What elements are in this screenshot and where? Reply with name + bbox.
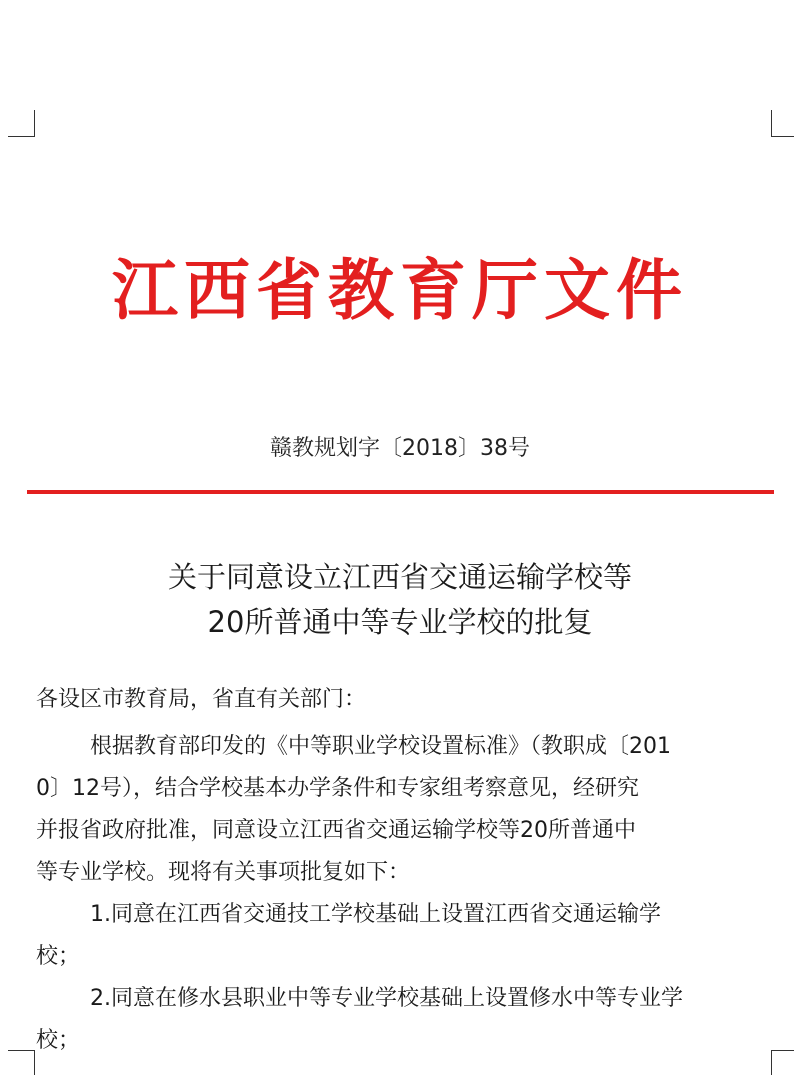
item-2-line-2: 校；: [36, 1028, 81, 1053]
masthead-divider: [27, 490, 774, 494]
crop-mark-top-left: [8, 110, 35, 137]
subject-heading-line-1: 关于同意设立江西省交通运输学校等: [167, 560, 632, 594]
item-2-line-1: 2.同意在修水县职业中等专业学校基础上设置修水中等专业学: [90, 986, 683, 1011]
crop-mark-bottom-right: [771, 1050, 794, 1075]
crop-mark-top-right: [771, 110, 794, 137]
subject-heading-line-2: 20所普通中等专业学校的批复: [207, 605, 593, 639]
item-1-line-2: 校；: [36, 944, 81, 969]
item-1-line-1: 1.同意在江西省交通技工学校基础上设置江西省交通运输学: [90, 902, 661, 927]
salutation: 各设区市教育局，省直有关部门：: [36, 687, 367, 712]
crop-mark-bottom-left: [8, 1050, 35, 1075]
paragraph-1-line-3: 并报省政府批准，同意设立江西省交通运输学校等20所普通中: [36, 818, 636, 843]
paragraph-1-line-4: 等专业学校。现将有关事项批复如下：: [36, 860, 411, 885]
paragraph-1-line-1: 根据教育部印发的《中等职业学校设置标准》（教职成〔201: [90, 734, 671, 759]
document-number: 赣教规划字〔2018〕38号: [270, 436, 530, 461]
paragraph-1-line-2: 0〕12号），结合学校基本办学条件和专家组考察意见，经研究: [36, 776, 639, 801]
document-masthead-title: 江西省教育厅文件: [112, 252, 688, 329]
